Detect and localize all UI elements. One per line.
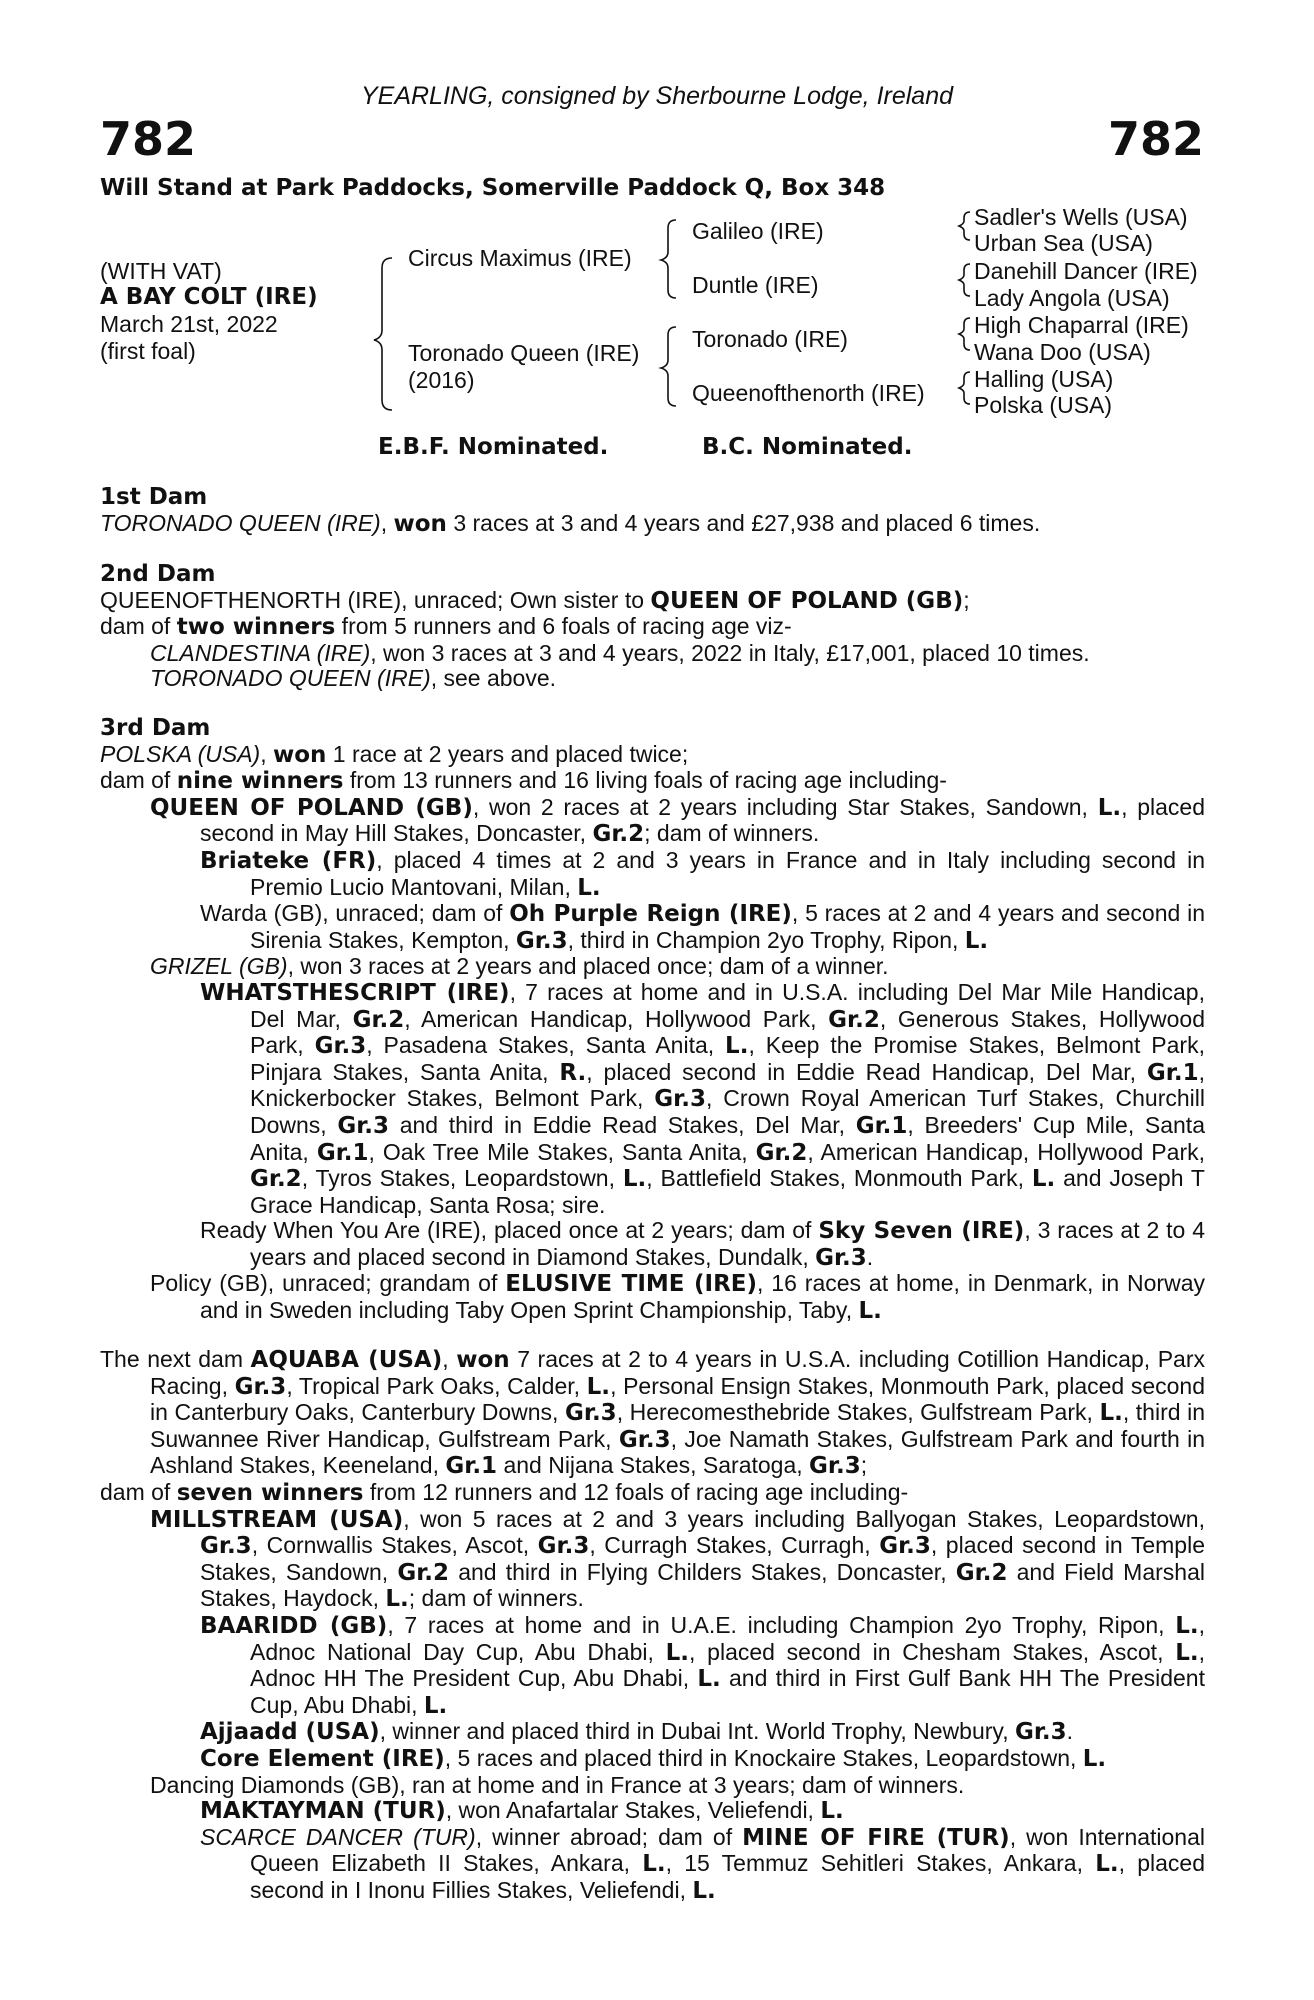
foal-note: (first foal) (100, 338, 196, 364)
dam-of-label: dam of (100, 767, 177, 794)
produce-record: , 3 races at 2 to 4 years and placed second in Diamond Stakes, Dundalk, (250, 1217, 1205, 1270)
produce-name: WHATSTHESCRIPT (IRE) (200, 979, 510, 1006)
produce-record: , American Handicap, Hollywood Park, (404, 1005, 829, 1032)
produce-record: , Adnoc National Day Cup, Abu Dhabi, (250, 1611, 1205, 1665)
grade: Gr.2 (828, 1006, 880, 1033)
sire-sire-sire: Sadler's Wells (USA) (974, 204, 1188, 230)
second-dam-intro: QUEENOFTHENORTH (IRE), unraced; Own sister to (100, 586, 651, 613)
produce-record: 7 races at 2 to 4 years in U.S.A. including Cotillion Handicap, Parx Racing, (150, 1346, 1205, 1399)
first-dam-name: TORONADO QUEEN (IRE) (100, 509, 381, 536)
grade: L. (964, 927, 989, 954)
produce-name: Sky Seven (IRE) (818, 1218, 1025, 1245)
produce-name: Briateke (FR) (200, 847, 377, 874)
grade: Gr.2 (755, 1139, 808, 1166)
second-dam-section (100, 562, 1205, 692)
winners-count: two winners (176, 614, 336, 641)
lot-number-right: 782 (1107, 112, 1204, 166)
ebf-nomination: E.B.F. Nominated. (378, 434, 609, 460)
produce-record: , 16 races at home, in Denmark, in Norway and in Sweden including Taby Open Sprint Championship, Taby, (200, 1270, 1205, 1324)
produce-record: and Joseph T Grace Handicap, Santa Rosa; sire. (250, 1165, 1205, 1218)
grade: Gr.3 (654, 1086, 706, 1113)
produce-record: , Joe Namath Stakes, Gulfstream Park and fourth in Ashland Stakes, Keeneland, (150, 1425, 1206, 1479)
produce-record: , 7 races at home and in U.S.A. including Del Mar Mile Handicap, Del Mar, (250, 978, 1205, 1032)
produce-record: , won Anafartalar Stakes, Veliefendi, (445, 1797, 821, 1824)
produce-record: , Cornwallis Stakes, Ascot, (251, 1532, 538, 1559)
grade: Gr.1 (1146, 1059, 1199, 1086)
produce-name: Ajjaadd (USA) (200, 1719, 380, 1746)
produce-record: , won 5 races at 2 and 3 years including Ballyogan Stakes, Leopardstown, (403, 1505, 1205, 1532)
produce-record: and Field Marshal Stakes, Haydock, (200, 1558, 1205, 1612)
produce-record: , American Handicap, Hollywood Park, (807, 1138, 1205, 1165)
produce-record: , placed 4 times at 2 and 3 years in France and in Italy including second in Premio Lucio Mantovani, Milan, (250, 846, 1206, 900)
first-dam-heading: 1st Dam (100, 484, 208, 510)
grade: R. (559, 1059, 587, 1086)
produce-record: , placed second in I Inonu Fillies Stakes, Veliefendi, (250, 1850, 1206, 1903)
produce-record: and third in Flying Childers Stakes, Doncaster, (449, 1558, 956, 1585)
grade: L. (725, 1033, 749, 1060)
runners-text: from 13 runners and 16 living foals of racing age including- (343, 767, 947, 794)
stand-location: Will Stand at Park Paddocks, Somerville Paddock Q, Box 348 (100, 175, 886, 201)
punct: , (260, 740, 273, 767)
dam-sire: Toronado (IRE) (692, 326, 848, 352)
grade: Gr.3 (537, 1533, 590, 1560)
winners-count: nine winners (176, 768, 344, 795)
next-dam-won: won (456, 1347, 510, 1373)
produce-record: , Breeders' Cup Mile, Santa Anita, (250, 1111, 1205, 1165)
vat-note: (WITH VAT) (100, 258, 222, 284)
grade: L. (1082, 1745, 1107, 1772)
produce-record: , won 2 races at 2 years including Star Stakes, Sandown, (472, 793, 1098, 820)
first-dam-record: 3 races at 3 and 4 years and £27,938 and placed 6 times. (446, 509, 1041, 536)
next-dam-section: The next dam AQUABA (USA), won 7 races at 2 to 4 years in U.S.A. including Cotillion Handicap, Parx Racing, Gr.3, Tropical Park Oaks, Calder, L., Personal Ensign Stakes, Monmouth Park, placed second in Canterbury Oaks, Canterbury Downs, Gr.3, Herecomesthebride Stakes, Gulfstream Park, L., third in Suwannee River Handicap, Gulfstream Park, Gr.3, Joe Namath Stakes, Gulfstream Park and fourth in Ashland Stakes, Keeneland, Gr.1 and Nijana Stakes, Saratoga, Gr.3; dam of seven winners from 12 runners and 12 foals of racing age including- MILLSTREAM (USA), won 5 races at 2 and 3 years including Ballyogan Stakes, Leopardstown, Gr.3, Cornwallis Stakes, Ascot, Gr.3, Curragh Stakes, Curragh, Gr.3, placed second in Temple Stakes, Sandown, Gr.2 and third in Flying Childers Stakes, Doncaster, Gr.2 and Field Marshal Stakes, Haydock, L.; dam of winners. BAARIDD (GB), 7 races at home and in U.A.E. including Champion 2yo Trophy, Ripon, L., Adnoc National Day Cup, Abu Dhabi, L., placed second in Chesham Stakes, Ascot, L., Adnoc HH The President Cup, Abu Dhabi, L. and third in First Gulf Bank HH The President Cup, Abu Dhabi, L. Ajjaadd (USA), winner and placed third in Dubai Int. World Trophy, Newbury, Gr.3. Core Element (IRE), 5 races and placed third in Knockaire Stakes, Leopardstown, L. Dancing Diamonds (GB), ran at home and in France at 3 years; dam of winners. MAKTAYMAN (TUR), won Anafartalar Stakes, Veliefendi, L. SCARCE DANCER (TUR), winner abroad; dam of MINE OF FIRE (TUR), won International Queen Elizabeth II Stakes, Ankara, L., 15 Temmuz Sehitleri Stakes, Ankara, L., placed second in I Inonu Fillies Stakes, Veliefendi, L. (100, 1346, 1206, 1904)
grade: L. (858, 1298, 882, 1325)
grade: Gr.2 (955, 1559, 1008, 1586)
produce-record: , Battlefield Stakes, Monmouth Park, (646, 1165, 1032, 1192)
produce-record: ; dam of winners. (408, 1585, 584, 1612)
grade: Gr.3 (200, 1533, 252, 1560)
produce-record: , Adnoc HH The President Cup, Abu Dhabi, (250, 1638, 1205, 1692)
produce-name: QUEEN OF POLAND (GB) (150, 794, 473, 821)
produce-record: , Knickerbocker Stakes, Belmont Park, (250, 1058, 1205, 1112)
sire-dam-dam: Lady Angola (USA) (974, 285, 1170, 311)
grade: Gr.3 (1014, 1719, 1067, 1746)
punct: . (1066, 1718, 1074, 1745)
produce-name: CLANDESTINA (IRE) (150, 639, 371, 666)
grade: L. (642, 1851, 666, 1878)
lot-number-left: 782 (100, 112, 197, 166)
dam-of-label: dam of (100, 613, 177, 640)
produce-record: , placed second in Eddie Read Handicap, Del Mar, (586, 1058, 1147, 1085)
produce-name: TORONADO QUEEN (IRE) (150, 665, 431, 692)
grade: L. (622, 1166, 647, 1193)
third-dam-section (100, 716, 1205, 1325)
horse-name: A BAY COLT (IRE) (100, 284, 318, 310)
punct: ; (963, 586, 970, 613)
produce-record: , Herecomesthebride Stakes, Gulfstream Park, (616, 1399, 1100, 1426)
grade: Gr.2 (352, 1006, 405, 1033)
grade: Gr.2 (592, 821, 645, 848)
dam-dam-sire: Halling (USA) (974, 366, 1114, 392)
produce-record: , placed second in May Hill Stakes, Doncaster, (200, 793, 1205, 847)
produce-record: Policy (GB), unraced; grandam of (150, 1270, 506, 1297)
produce-name: SCARCE DANCER (TUR) (200, 1823, 476, 1850)
produce-record: Ready When You Are (IRE), placed once at 2 years; dam of (200, 1217, 819, 1244)
sire: Circus Maximus (IRE) (408, 245, 632, 271)
grade: Gr.1 (316, 1139, 369, 1166)
third-dam-won: won (272, 741, 327, 768)
dam-year: (2016) (408, 367, 475, 393)
produce-record: , won 3 races at 3 and 4 years, 2022 in Italy, £17,001, placed 10 times. (370, 639, 1090, 666)
grade: L. (1097, 794, 1122, 821)
produce-record: , 5 races at 2 and 4 years and second in Sirenia Stakes, Kempton, (250, 900, 1205, 953)
winners-count: seven winners (176, 1479, 364, 1506)
grade: Gr.3 (879, 1533, 931, 1560)
punct: . (866, 1243, 874, 1270)
first-dam-won: won (393, 510, 447, 537)
produce-record: , won International Queen Elizabeth II Stakes, Ankara, (250, 1823, 1206, 1877)
dam-of-label: dam of (100, 1478, 177, 1505)
grade: Gr.3 (314, 1033, 367, 1060)
grade: Gr.3 (337, 1112, 390, 1139)
grade: Gr.3 (815, 1244, 867, 1271)
grade: Gr.1 (445, 1453, 498, 1480)
own-sister-name: QUEEN OF POLAND (GB) (650, 587, 964, 614)
dam: Toronado Queen (IRE) (408, 340, 640, 366)
grade: Gr.3 (515, 927, 568, 954)
produce-record: , placed second in Temple Stakes, Sandown, (200, 1532, 1205, 1585)
produce-name: Oh Purple Reign (IRE) (509, 901, 792, 928)
grade: Gr.2 (250, 1166, 302, 1193)
punct: ; (860, 1452, 868, 1479)
grade: L. (586, 1373, 611, 1400)
next-dam-name: AQUABA (USA) (250, 1347, 443, 1373)
produce-name: MINE OF FIRE (TUR) (742, 1824, 1010, 1851)
dam-sire-dam: Wana Doo (USA) (974, 339, 1151, 365)
produce-record: , placed second in Chesham Stakes, Ascot, (689, 1638, 1176, 1665)
sire-dam: Duntle (IRE) (692, 272, 819, 298)
first-dam-section: 1st Dam TORONADO QUEEN (IRE), won 3 races at 3 and 4 years and £27,938 and placed 6 times. (100, 485, 1205, 537)
grade: L. (1031, 1166, 1056, 1193)
grade: L. (665, 1639, 690, 1666)
third-dam-name: POLSKA (USA) (100, 740, 261, 767)
produce-record: , Oak Tree Mile Stakes, Santa Anita, (368, 1138, 756, 1165)
grade: Gr.2 (397, 1559, 450, 1586)
produce-name: MAKTAYMAN (TUR) (200, 1798, 446, 1825)
produce-record: ; dam of winners. (644, 820, 820, 847)
produce-name: Core Element (IRE) (200, 1745, 445, 1772)
produce-record: , winner abroad; dam of (475, 1823, 743, 1850)
produce-record: , Crown Royal American Turf Stakes, Churchill Downs, (250, 1085, 1205, 1138)
produce-name: BAARIDD (GB) (200, 1612, 388, 1639)
third-dam-heading: 3rd Dam (100, 715, 211, 741)
produce-record: , won 3 races at 2 years and placed once; dam of a winner. (287, 953, 889, 980)
produce-record: , see above. (430, 665, 557, 692)
grade: L. (1175, 1612, 1199, 1639)
grade: L. (1095, 1851, 1119, 1878)
produce-record: , Curragh Stakes, Curragh, (589, 1532, 880, 1559)
produce-record: , Tyros Stakes, Leopardstown, (301, 1165, 623, 1192)
grade: L. (692, 1877, 716, 1904)
dam-sire-sire: High Chaparral (IRE) (974, 312, 1189, 338)
foaling-date: March 21st, 2022 (100, 311, 278, 337)
produce-record: and Nijana Stakes, Saratoga, (497, 1452, 810, 1479)
grade: L. (577, 874, 601, 901)
produce-name: ELUSIVE TIME (IRE) (505, 1271, 758, 1298)
produce-record: Dancing Diamonds (GB), ran at home and in France at 3 years; dam of winners. (150, 1771, 965, 1798)
produce-name: MILLSTREAM (USA) (150, 1506, 404, 1533)
produce-record: , 7 races at home and in U.A.E. including Champion 2yo Trophy, Ripon, (387, 1611, 1176, 1638)
sire-sire-dam: Urban Sea (USA) (974, 230, 1153, 256)
grade: Gr.3 (618, 1426, 671, 1453)
dam-dam-dam: Polska (USA) (974, 392, 1113, 418)
produce-record: , third in Suwannee River Handicap, Gulfstream Park, (150, 1399, 1205, 1452)
runners-text: from 5 runners and 6 foals of racing age viz- (335, 613, 792, 640)
produce-record: and third in First Gulf Bank HH The President Cup, Abu Dhabi, (250, 1665, 1205, 1718)
runners-text: from 12 runners and 12 foals of racing age including- (363, 1478, 909, 1505)
grade: L. (1099, 1400, 1123, 1427)
sire-sire: Galileo (IRE) (692, 218, 824, 244)
produce-record: , winner and placed third in Dubai Int. World Trophy, Newbury, (379, 1718, 1015, 1745)
grade: Gr.3 (565, 1400, 617, 1427)
produce-record: , 15 Temmuz Sehitleri Stakes, Ankara, (665, 1850, 1096, 1877)
produce-record: , 5 races and placed third in Knockaire Stakes, Leopardstown, (444, 1744, 1083, 1771)
produce-record: , Tropical Park Oaks, Calder, (286, 1372, 587, 1399)
consignor-line: YEARLING, consigned by Sherbourne Lodge, Ireland (360, 82, 954, 110)
grade: L. (1175, 1639, 1199, 1666)
grade: L. (697, 1666, 721, 1693)
produce-record: , Keep the Promise Stakes, Belmont Park, Pinjara Stakes, Santa Anita, (250, 1032, 1205, 1085)
grade: L. (820, 1798, 844, 1825)
grade: L. (423, 1692, 448, 1719)
grade: Gr.3 (809, 1453, 861, 1480)
produce-record: Warda (GB), unraced; dam of (200, 900, 510, 927)
produce-record: and third in Eddie Read Stakes, Del Mar, (389, 1111, 856, 1138)
bc-nomination: B.C. Nominated. (702, 434, 913, 460)
produce-record: , Personal Ensign Stakes, Monmouth Park, placed second in Canterbury Oaks, Canterbury Downs, (150, 1372, 1205, 1426)
next-dam-intro: The next dam (100, 1346, 251, 1372)
grade: Gr.1 (855, 1112, 908, 1139)
produce-name: GRIZEL (GB) (150, 953, 288, 980)
grade: Gr.3 (234, 1373, 287, 1400)
dam-dam: Queenofthenorth (IRE) (692, 380, 925, 406)
third-dam-record: 1 race at 2 years and placed twice; (326, 740, 689, 767)
grade: L. (385, 1586, 409, 1613)
produce-record: , third in Champion 2yo Trophy, Ripon, (567, 926, 965, 953)
produce-record: , Generous Stakes, Hollywood Park, (250, 1005, 1205, 1059)
produce-record: , Pasadena Stakes, Santa Anita, (366, 1032, 726, 1059)
sire-dam-sire: Danehill Dancer (IRE) (974, 258, 1198, 284)
second-dam-heading: 2nd Dam (100, 561, 216, 587)
